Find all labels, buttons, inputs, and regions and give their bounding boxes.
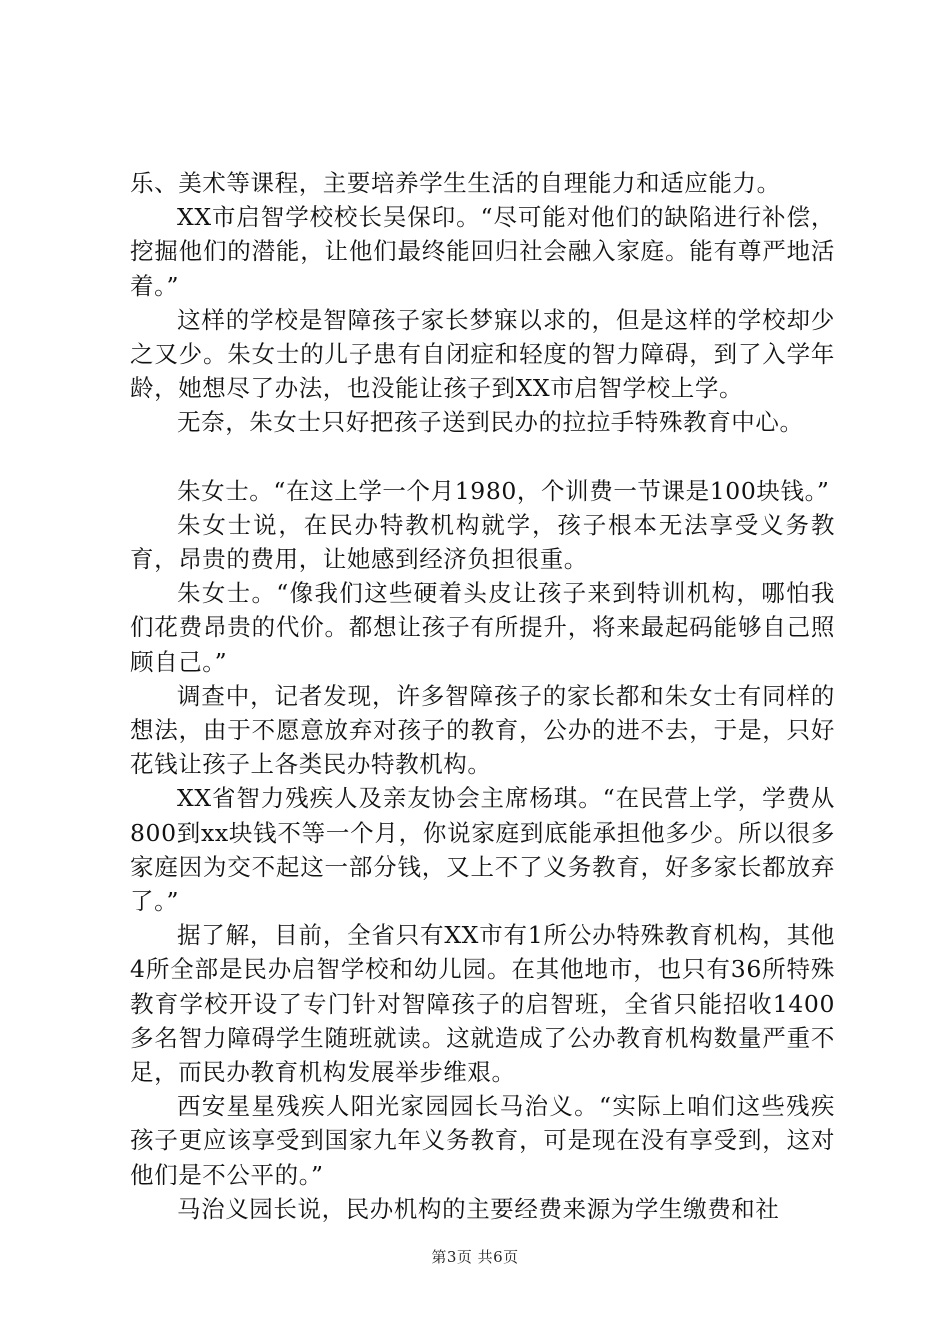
paragraph-continuation: 乐、美术等课程，主要培养学生生活的自理能力和适应能力。 bbox=[130, 169, 781, 197]
paragraph-statistics: 据了解，目前，全省只有XX市有1所公办特殊教育机构，其他4所全部是民办启智学校和幼儿园。在其他地市，也只有36所特殊教育学校开设了专门针对智障孩子的启智班，全省只能招收1400多名智力障碍学生随班就读。这就造成了公办教育机构数量严重不足，而民办教育机构发展举步维艰。 bbox=[130, 921, 835, 1087]
paragraph-school-scarcity: 这样的学校是智障孩子家长梦寐以求的，但是这样的学校却少之又少。朱女士的儿子患有自闭症和轻度的智力障碍，到了入学年龄，她想尽了办法，也没能让孩子到XX市启智学校上学。 bbox=[130, 305, 835, 403]
page-number-footer: 第3页 共6页 bbox=[431, 1248, 519, 1266]
paragraph-zhu-fee-quote: 朱女士。“在这上学一个月1980，个训费一节课是100块钱。” bbox=[177, 476, 830, 505]
paragraph-private-center: 无奈，朱女士只好把孩子送到民办的拉拉手特殊教育中心。 bbox=[177, 408, 804, 437]
article-body bbox=[130, 166, 835, 1226]
paragraph-yang-quote: XX省智力残疾人及亲友协会主席杨琪。“在民营上学，学费从800到xx块钱不等一个月，你说家庭到底能承担他多少。所以很多家庭因为交不起这一部分钱，又上不了义务教育，好多家长都放弃了。” bbox=[130, 784, 835, 916]
paragraph-ma-funding: 马治义园长说，民办机构的主要经费来源为学生缴费和社 bbox=[177, 1194, 780, 1223]
paragraph-zhu-burden: 朱女士说，在民办特教机构就学，孩子根本无法享受义务教育，昂贵的费用，让她感到经济负担很重。 bbox=[130, 510, 835, 574]
paragraph-ma-quote: 西安星星残疾人阳光家园园长马治义。“实际上咱们这些残疾孩子更应该享受到国家九年义务教育，可是现在没有享受到，这对他们是不公平的。” bbox=[130, 1092, 835, 1189]
paragraph-zhu-hope-quote: 朱女士。“像我们这些硬着头皮让孩子来到特训机构，哪怕我们花费昂贵的代价。都想让孩子有所提升，将来最起码能够自己照顾自己。” bbox=[130, 579, 835, 676]
paragraph-principal-quote: XX市启智学校校长吴保印。“尽可能对他们的缺陷进行补偿，挖掘他们的潜能，让他们最终能回归社会融入家庭。能有尊严地活着。” bbox=[130, 203, 835, 300]
paragraph-investigation: 调查中，记者发现，许多智障孩子的家长都和朱女士有同样的想法，由于不愿意放弃对孩子的教育，公办的进不去，于是，只好花钱让孩子上各类民办特教机构。 bbox=[130, 681, 835, 779]
